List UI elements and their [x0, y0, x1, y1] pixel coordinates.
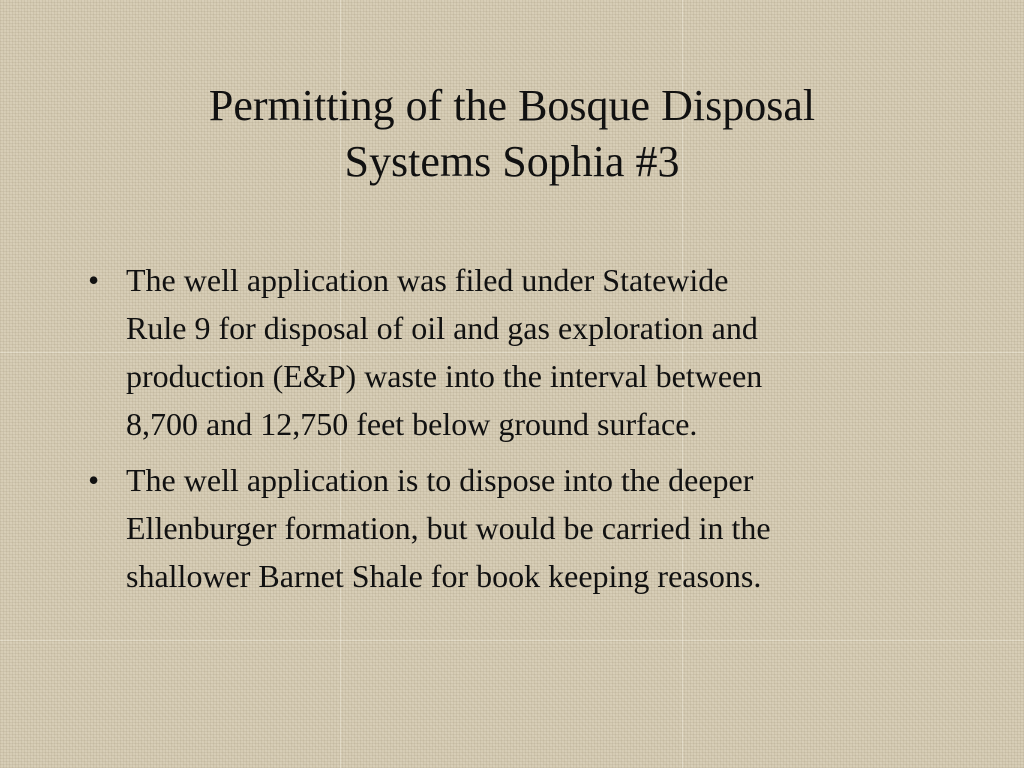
bullet-list — [88, 256, 948, 608]
texture-seam — [0, 640, 1024, 641]
bullet-line: The well application was filed under Statewide — [126, 262, 729, 298]
title-line-1: Permitting of the Bosque Disposal — [208, 81, 816, 130]
bullet-line: production (E&P) waste into the interval between — [126, 358, 763, 394]
bullet-line: The well application is to dispose into the deeper — [126, 462, 754, 498]
bullet-line: 8,700 and 12,750 feet below ground surface. — [126, 406, 698, 442]
bullet-line: Rule 9 for disposal of oil and gas exploration and — [126, 310, 758, 346]
bullet-icon: • — [88, 462, 100, 498]
bullet-icon: • — [88, 262, 100, 298]
bullet-item-1 — [88, 256, 948, 448]
bullet-item-2 — [88, 456, 948, 600]
title-line-2: Systems Sophia #3 — [344, 137, 680, 186]
slide-title — [60, 78, 964, 190]
bullet-line: Ellenburger formation, but would be carried in the — [126, 510, 771, 546]
bullet-line: shallower Barnet Shale for book keeping reasons. — [126, 558, 762, 594]
